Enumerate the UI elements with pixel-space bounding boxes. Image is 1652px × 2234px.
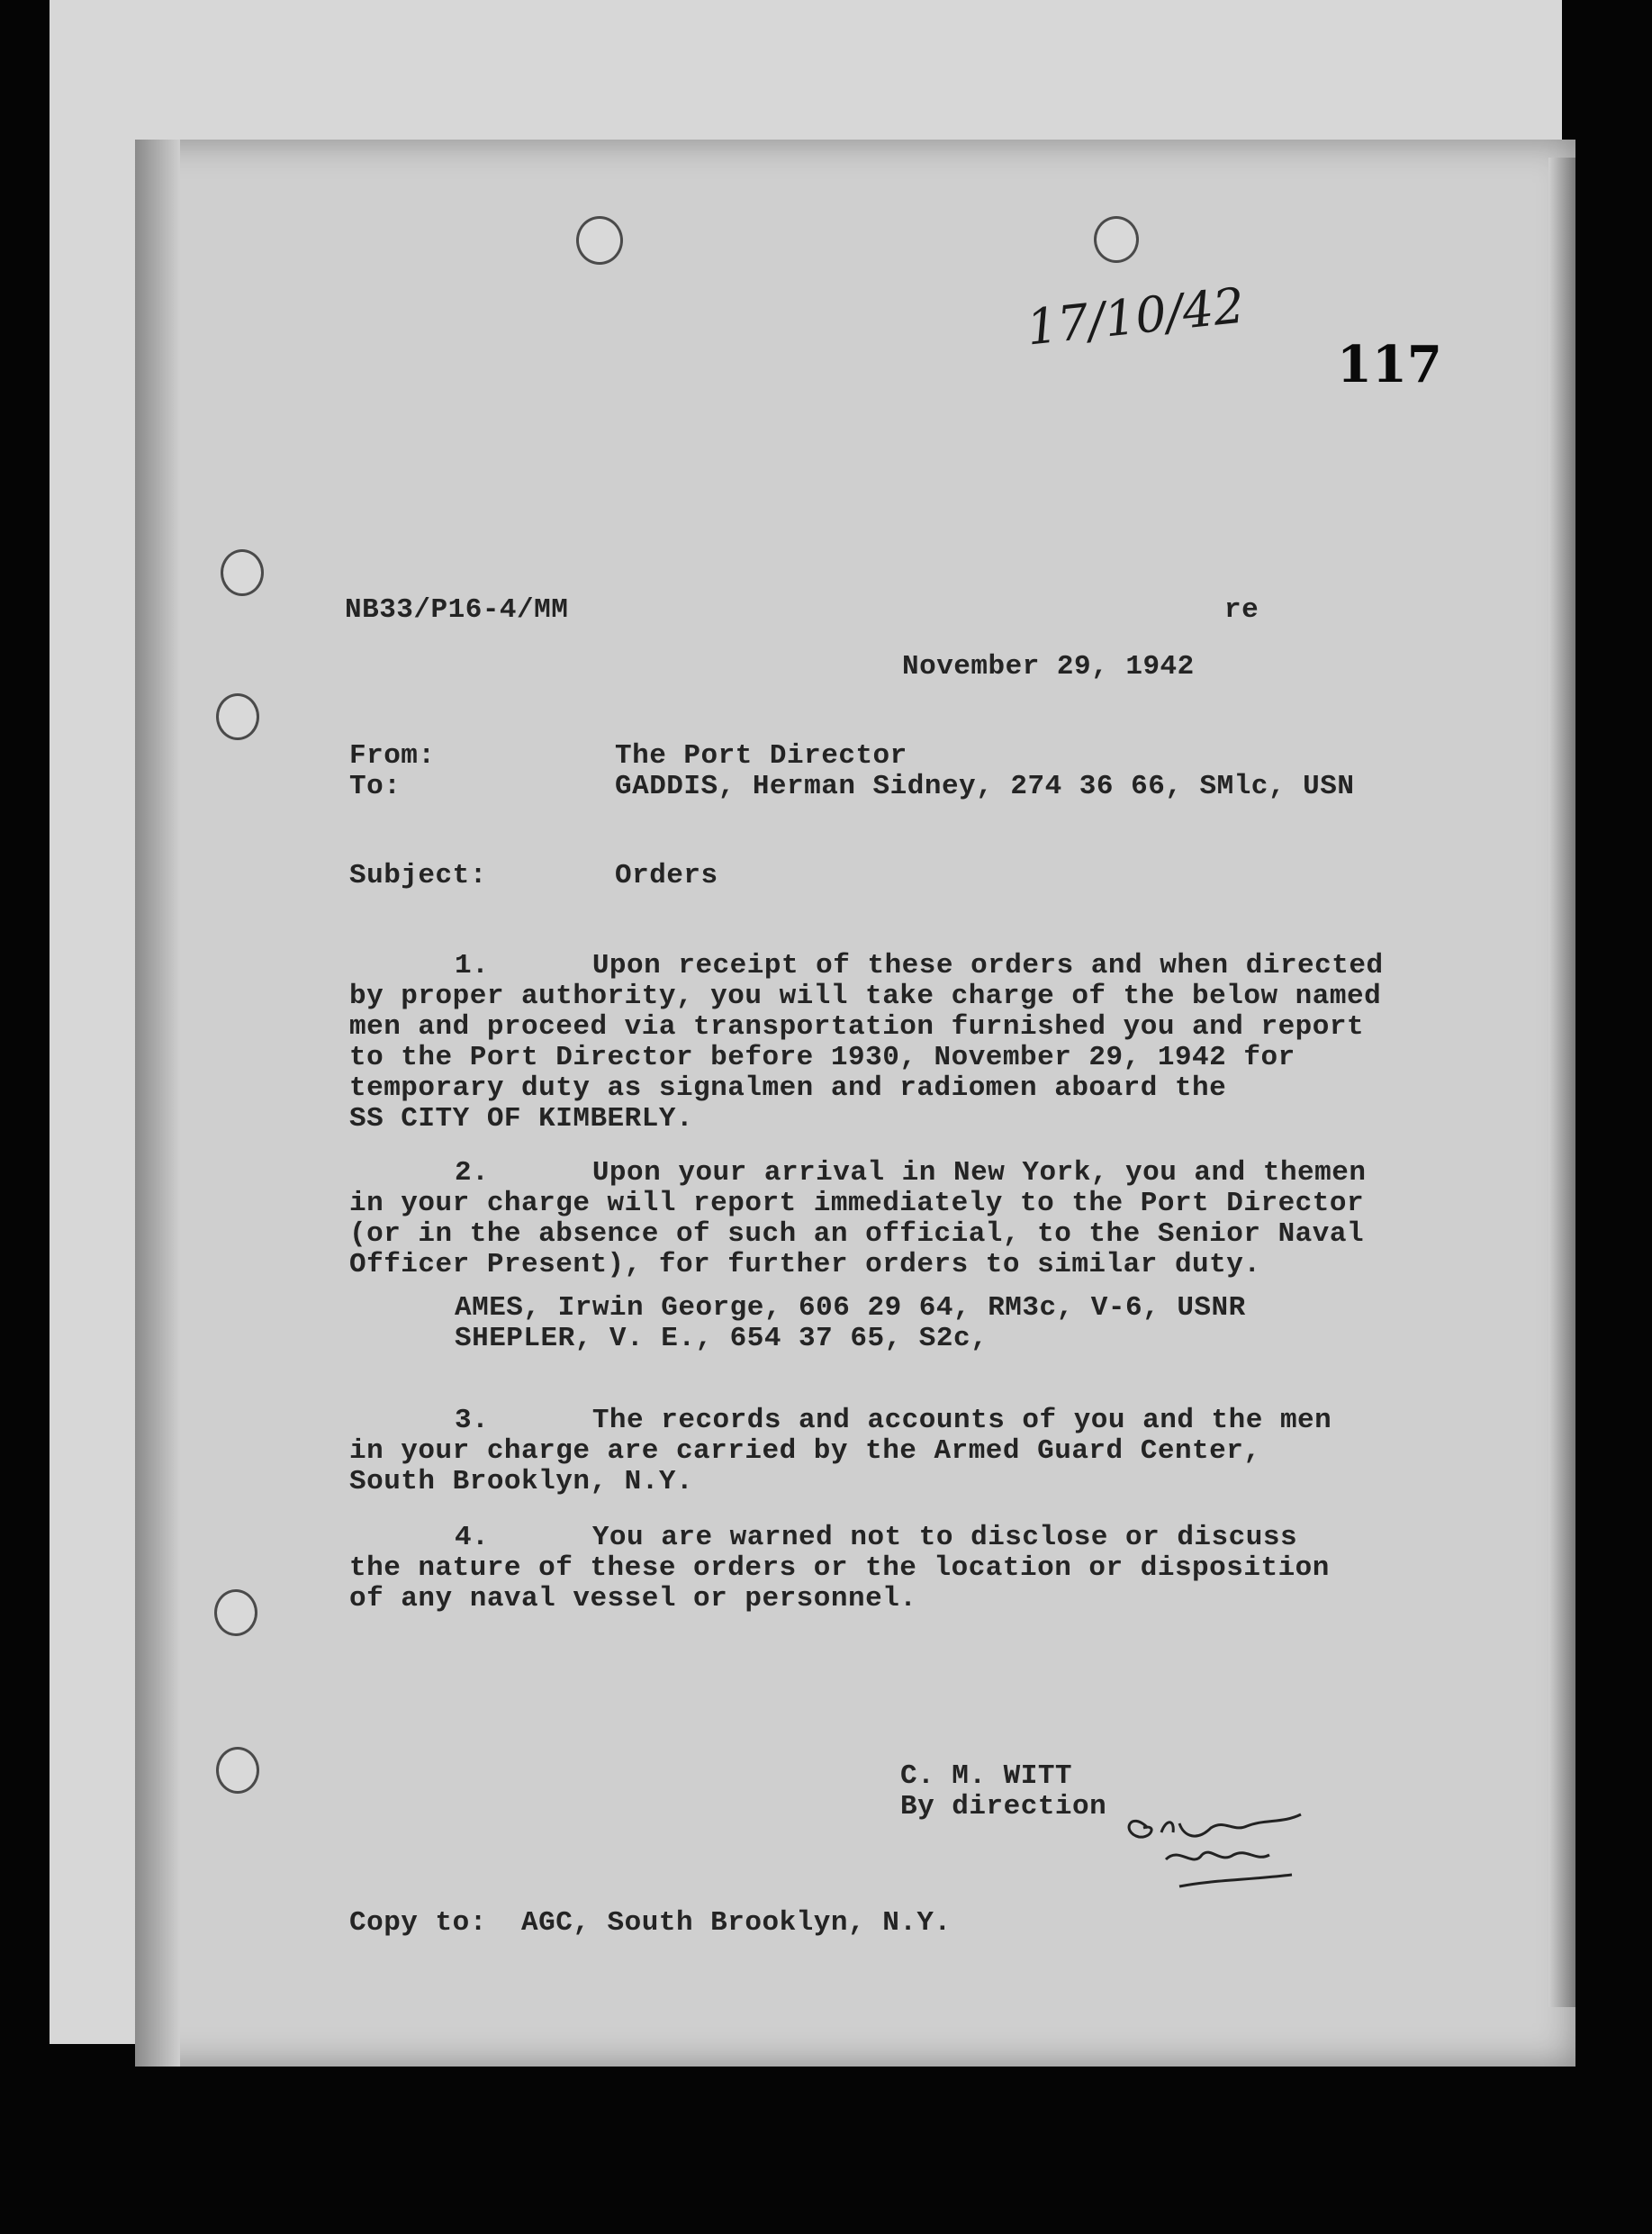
paragraph-line: South Brooklyn, N.Y. [349, 1466, 694, 1497]
signer-name: C. M. WITT [900, 1760, 1073, 1792]
paragraph-line: 4. You are warned not to disclose or discuss [455, 1522, 1298, 1553]
paragraph-line: of any naval vessel or personnel. [349, 1583, 917, 1614]
paragraph-line: by proper authority, you will take charge of the below named [349, 981, 1382, 1012]
paragraph-line: 2. Upon your arrival in New York, you and themen [455, 1157, 1367, 1189]
punch-hole [221, 549, 264, 596]
letter-date: November 29, 1942 [902, 651, 1195, 683]
page-number: 117 [1337, 335, 1442, 394]
handwritten-date: 17/10/42 [1024, 276, 1248, 357]
from-label: From: [349, 740, 436, 772]
paragraph-line: (or in the absence of such an official, to the Senior Naval [349, 1218, 1365, 1250]
punch-hole [1094, 216, 1139, 263]
list-item: AMES, Irwin George, 606 29 64, RM3c, V-6, USNR [455, 1292, 1246, 1324]
list-item: SHEPLER, V. E., 654 37 65, S2c, [455, 1323, 988, 1354]
paragraph-line: in your charge are carried by the Armed Guard Center, [349, 1435, 1261, 1467]
to-value: GADDIS, Herman Sidney, 274 36 66, SMlc, USN [615, 771, 1355, 802]
copy-to-line: Copy to: AGC, South Brooklyn, N.Y. [349, 1907, 952, 1939]
subject-value: Orders [615, 860, 718, 891]
paragraph-line: to the Port Director before 1930, November 29, 1942 for [349, 1042, 1295, 1073]
punch-hole [214, 1589, 257, 1636]
paragraph-line: the nature of these orders or the location or disposition [349, 1552, 1330, 1584]
file-reference: NB33/P16-4/MM [345, 594, 569, 626]
punch-hole [576, 216, 623, 265]
from-value: The Port Director [615, 740, 907, 772]
paragraph-line: in your charge will report immediately to the Port Director [349, 1188, 1365, 1219]
paragraph-line: 1. Upon receipt of these orders and when directed [455, 950, 1384, 981]
paragraph-line: temporary duty as signalmen and radiomen aboard the [349, 1072, 1227, 1104]
signature-final [1112, 1792, 1328, 1900]
paragraph-line: men and proceed via transportation furnished you and report [349, 1011, 1365, 1043]
punch-hole [216, 693, 259, 740]
signer-line: By direction [900, 1791, 1107, 1822]
to-label: To: [349, 771, 402, 802]
paragraph-line: Officer Present), for further orders to similar duty. [349, 1249, 1261, 1280]
paragraph-line: SS CITY OF KIMBERLY. [349, 1103, 694, 1135]
paragraph-line: 3. The records and accounts of you and the men [455, 1405, 1332, 1436]
subject-label: Subject: [349, 860, 487, 891]
typist-initials: re [1224, 594, 1259, 626]
punch-hole [216, 1747, 259, 1794]
